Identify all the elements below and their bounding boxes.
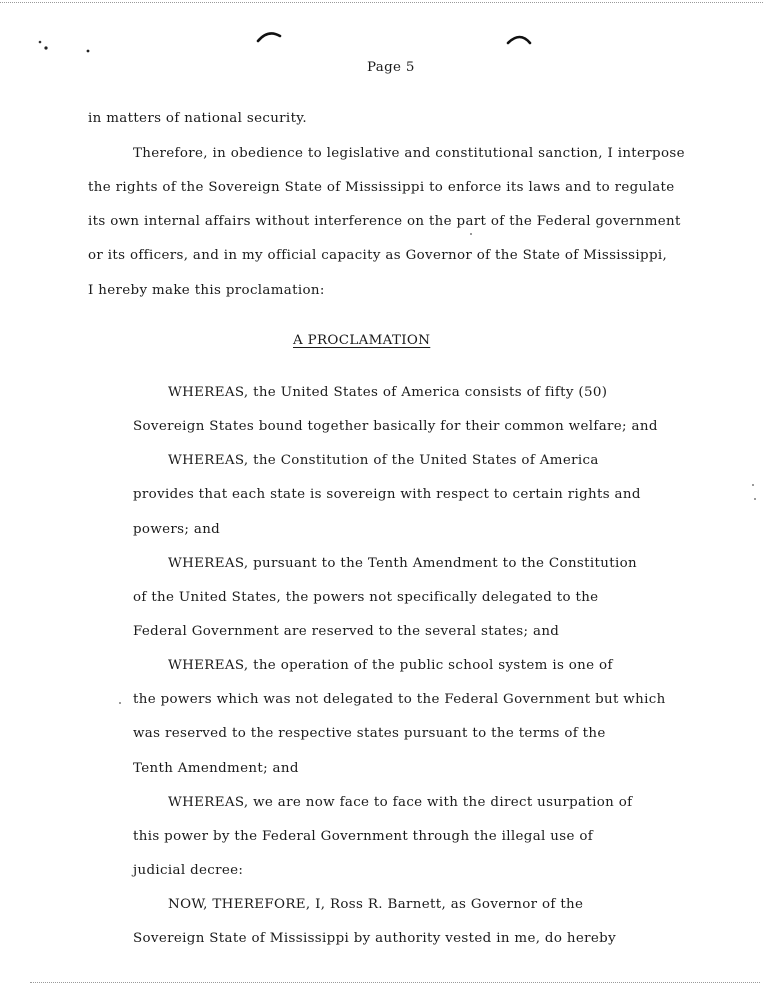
body-line: WHEREAS, the United States of America consists of fifty (50) xyxy=(168,385,608,400)
body-line: was reserved to the respective states pursuant to the terms of the xyxy=(133,726,606,741)
body-line: or its officers, and in my official capacity as Governor of the State of Mississippi, xyxy=(88,248,668,263)
body-line: WHEREAS, we are now face to face with the direct usurpation of xyxy=(168,795,633,810)
body-line: provides that each state is sovereign with respect to certain rights and xyxy=(133,487,641,502)
scan-speck xyxy=(752,484,754,486)
page-number: Page 5 xyxy=(367,60,415,75)
body-line: of the United States, the powers not specifically delegated to the xyxy=(133,590,599,605)
body-line: WHEREAS, pursuant to the Tenth Amendment to the Constitution xyxy=(168,556,637,571)
body-line: Sovereign States bound together basically for their common welfare; and xyxy=(133,419,658,434)
body-line: in matters of national security. xyxy=(88,111,308,126)
body-line: NOW, THEREFORE, I, Ross R. Barnett, as Governor of the xyxy=(168,897,584,912)
binder-mark-right-icon xyxy=(506,31,532,47)
body-line: this power by the Federal Government through the illegal use of xyxy=(133,829,594,844)
binder-mark-left-icon xyxy=(256,28,282,44)
body-line: Sovereign State of Mississippi by authority vested in me, do hereby xyxy=(133,931,616,946)
body-line: powers; and xyxy=(133,522,221,537)
body-line: Tenth Amendment; and xyxy=(133,761,299,776)
body-line: Federal Government are reserved to the several states; and xyxy=(133,624,560,639)
scan-speck xyxy=(754,498,756,500)
body-line: Therefore, in obedience to legislative and constitutional sanction, I interpose xyxy=(133,146,685,161)
scan-speck xyxy=(470,233,472,235)
scan-speck xyxy=(119,702,121,704)
top-edge-divider xyxy=(0,2,763,3)
proclamation-heading: A PROCLAMATION xyxy=(293,333,431,348)
body-line: judicial decree: xyxy=(133,863,244,878)
body-line: WHEREAS, the Constitution of the United States of America xyxy=(168,453,599,468)
scan-speck-icon xyxy=(36,38,96,58)
body-line: the rights of the Sovereign State of Mississippi to enforce its laws and to regulate xyxy=(88,180,675,195)
body-line: I hereby make this proclamation: xyxy=(88,283,325,298)
bottom-edge-divider xyxy=(30,982,760,983)
body-line: its own internal affairs without interference on the part of the Federal government xyxy=(88,214,681,229)
body-line: the powers which was not delegated to the Federal Government but which xyxy=(133,692,666,707)
body-line: WHEREAS, the operation of the public school system is one of xyxy=(168,658,613,673)
